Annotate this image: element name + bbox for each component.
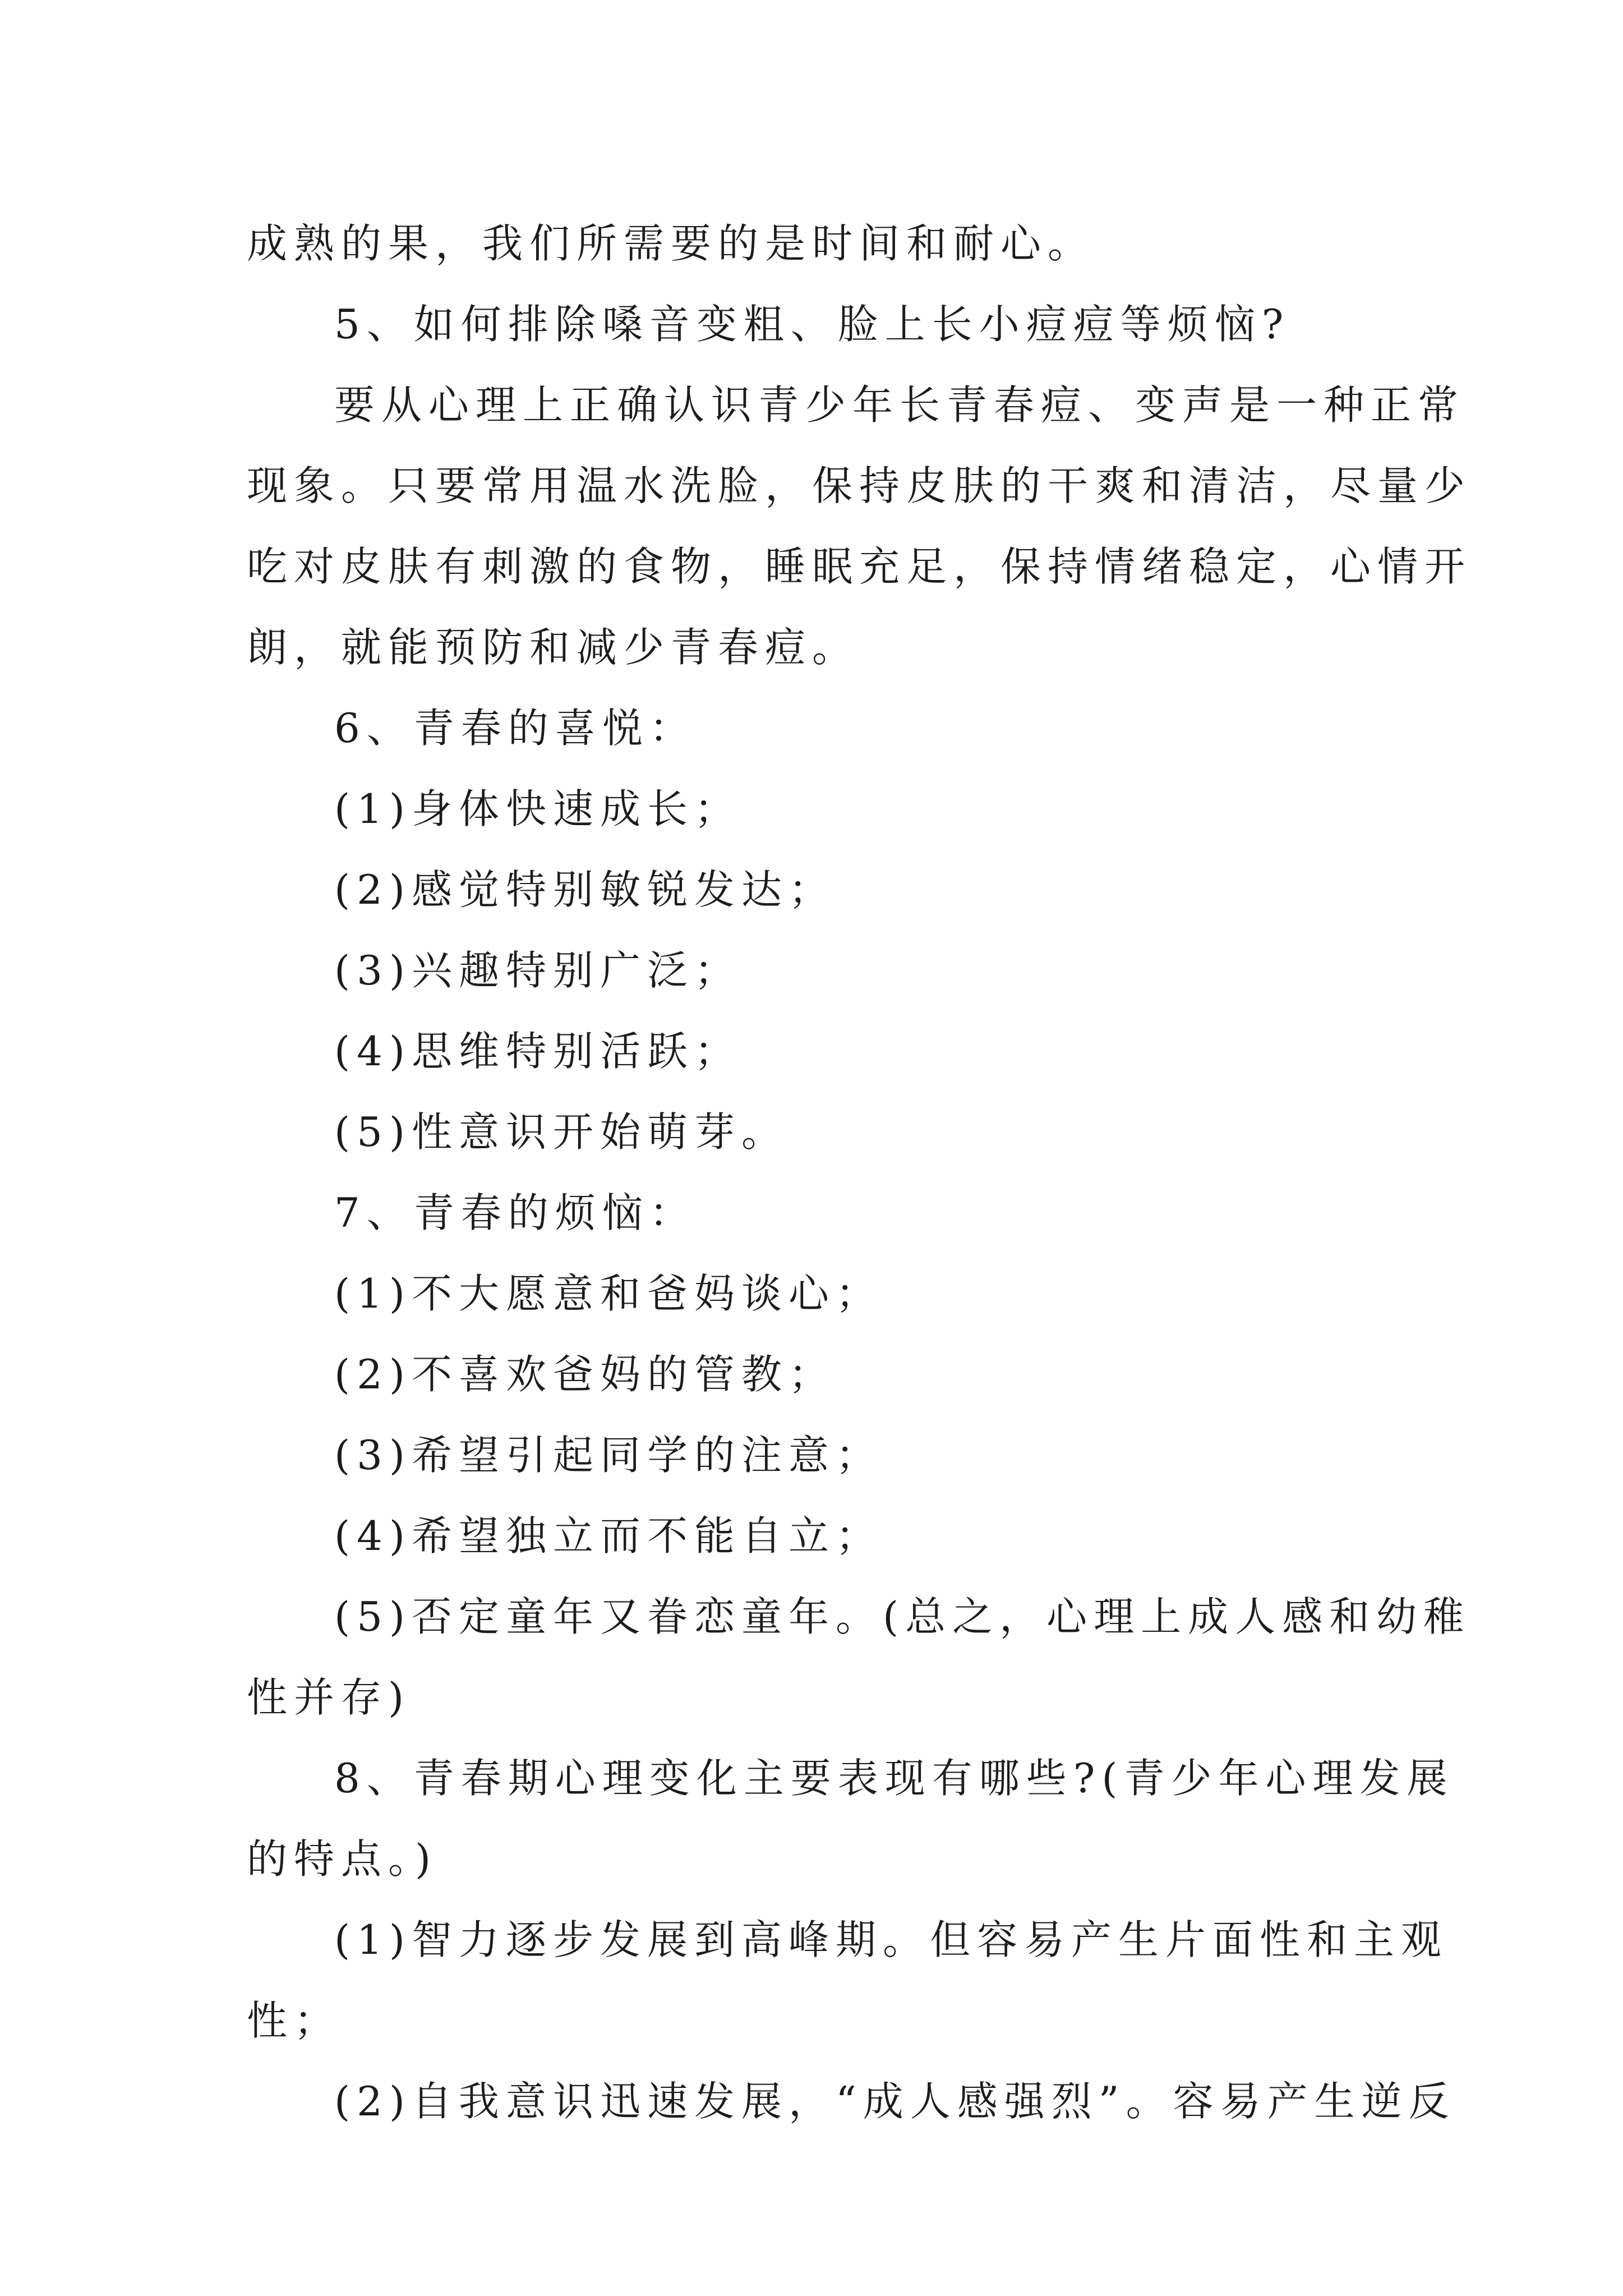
list-item: (2)自我意识迅速发展，“成人感强烈”。容易产生逆反 [334,2078,1456,2125]
text-line: 成熟的果，我们所需要的是时间和耐心。 [247,220,1095,267]
paragraph-line: 性并存) [247,1674,411,1721]
paragraph-line: 性； [247,1997,342,2044]
paragraph-line: 吃对皮肤有刺激的食物，睡眠充足，保持情绪稳定，心情开 [247,543,1472,590]
list-item: (5)性意识开始萌芽。 [334,1108,789,1156]
paragraph-line: 现象。只要常用温水洗脸，保持皮肤的干爽和清洁，尽量少 [247,462,1472,509]
list-item: (1)智力逐步发展到高峰期。但容易产生片面性和主观 [334,1916,1448,1963]
paragraph-line: 的特点。) [247,1835,438,1883]
list-item: (2)不喜欢爸妈的管教； [334,1351,836,1398]
list-item: (3)兴趣特别广泛； [334,947,741,994]
list-item: (1)不大愿意和爸妈谈心； [334,1270,883,1317]
paragraph-line: 朗，就能预防和减少青春痘。 [247,624,860,671]
question-heading-7: 7、青春的烦恼： [334,1189,697,1236]
list-item: (4)思维特别活跃； [334,1028,741,1075]
document-body [247,203,1472,2142]
question-heading-5: 5、如何排除嗓音变粗、脸上长小痘痘等烦恼? [334,301,1290,348]
list-item: (3)希望引起同学的注意； [334,1432,883,1479]
list-item: (4)希望独立而不能自立； [334,1512,883,1559]
question-heading-6: 6、青春的喜悦： [334,705,697,752]
list-item: (5)否定童年又眷恋童年。(总之，心理上成人感和幼稚 [334,1593,1471,1640]
paragraph-line: 要从心理上正确认识青少年长青春痘、变声是一种正常 [334,381,1465,429]
question-heading-8: 8、青春期心理变化主要表现有哪些?(青少年心理发展 [334,1755,1454,1802]
list-item: (1)身体快速成长； [334,785,741,832]
list-item: (2)感觉特别敏锐发达； [334,866,836,913]
